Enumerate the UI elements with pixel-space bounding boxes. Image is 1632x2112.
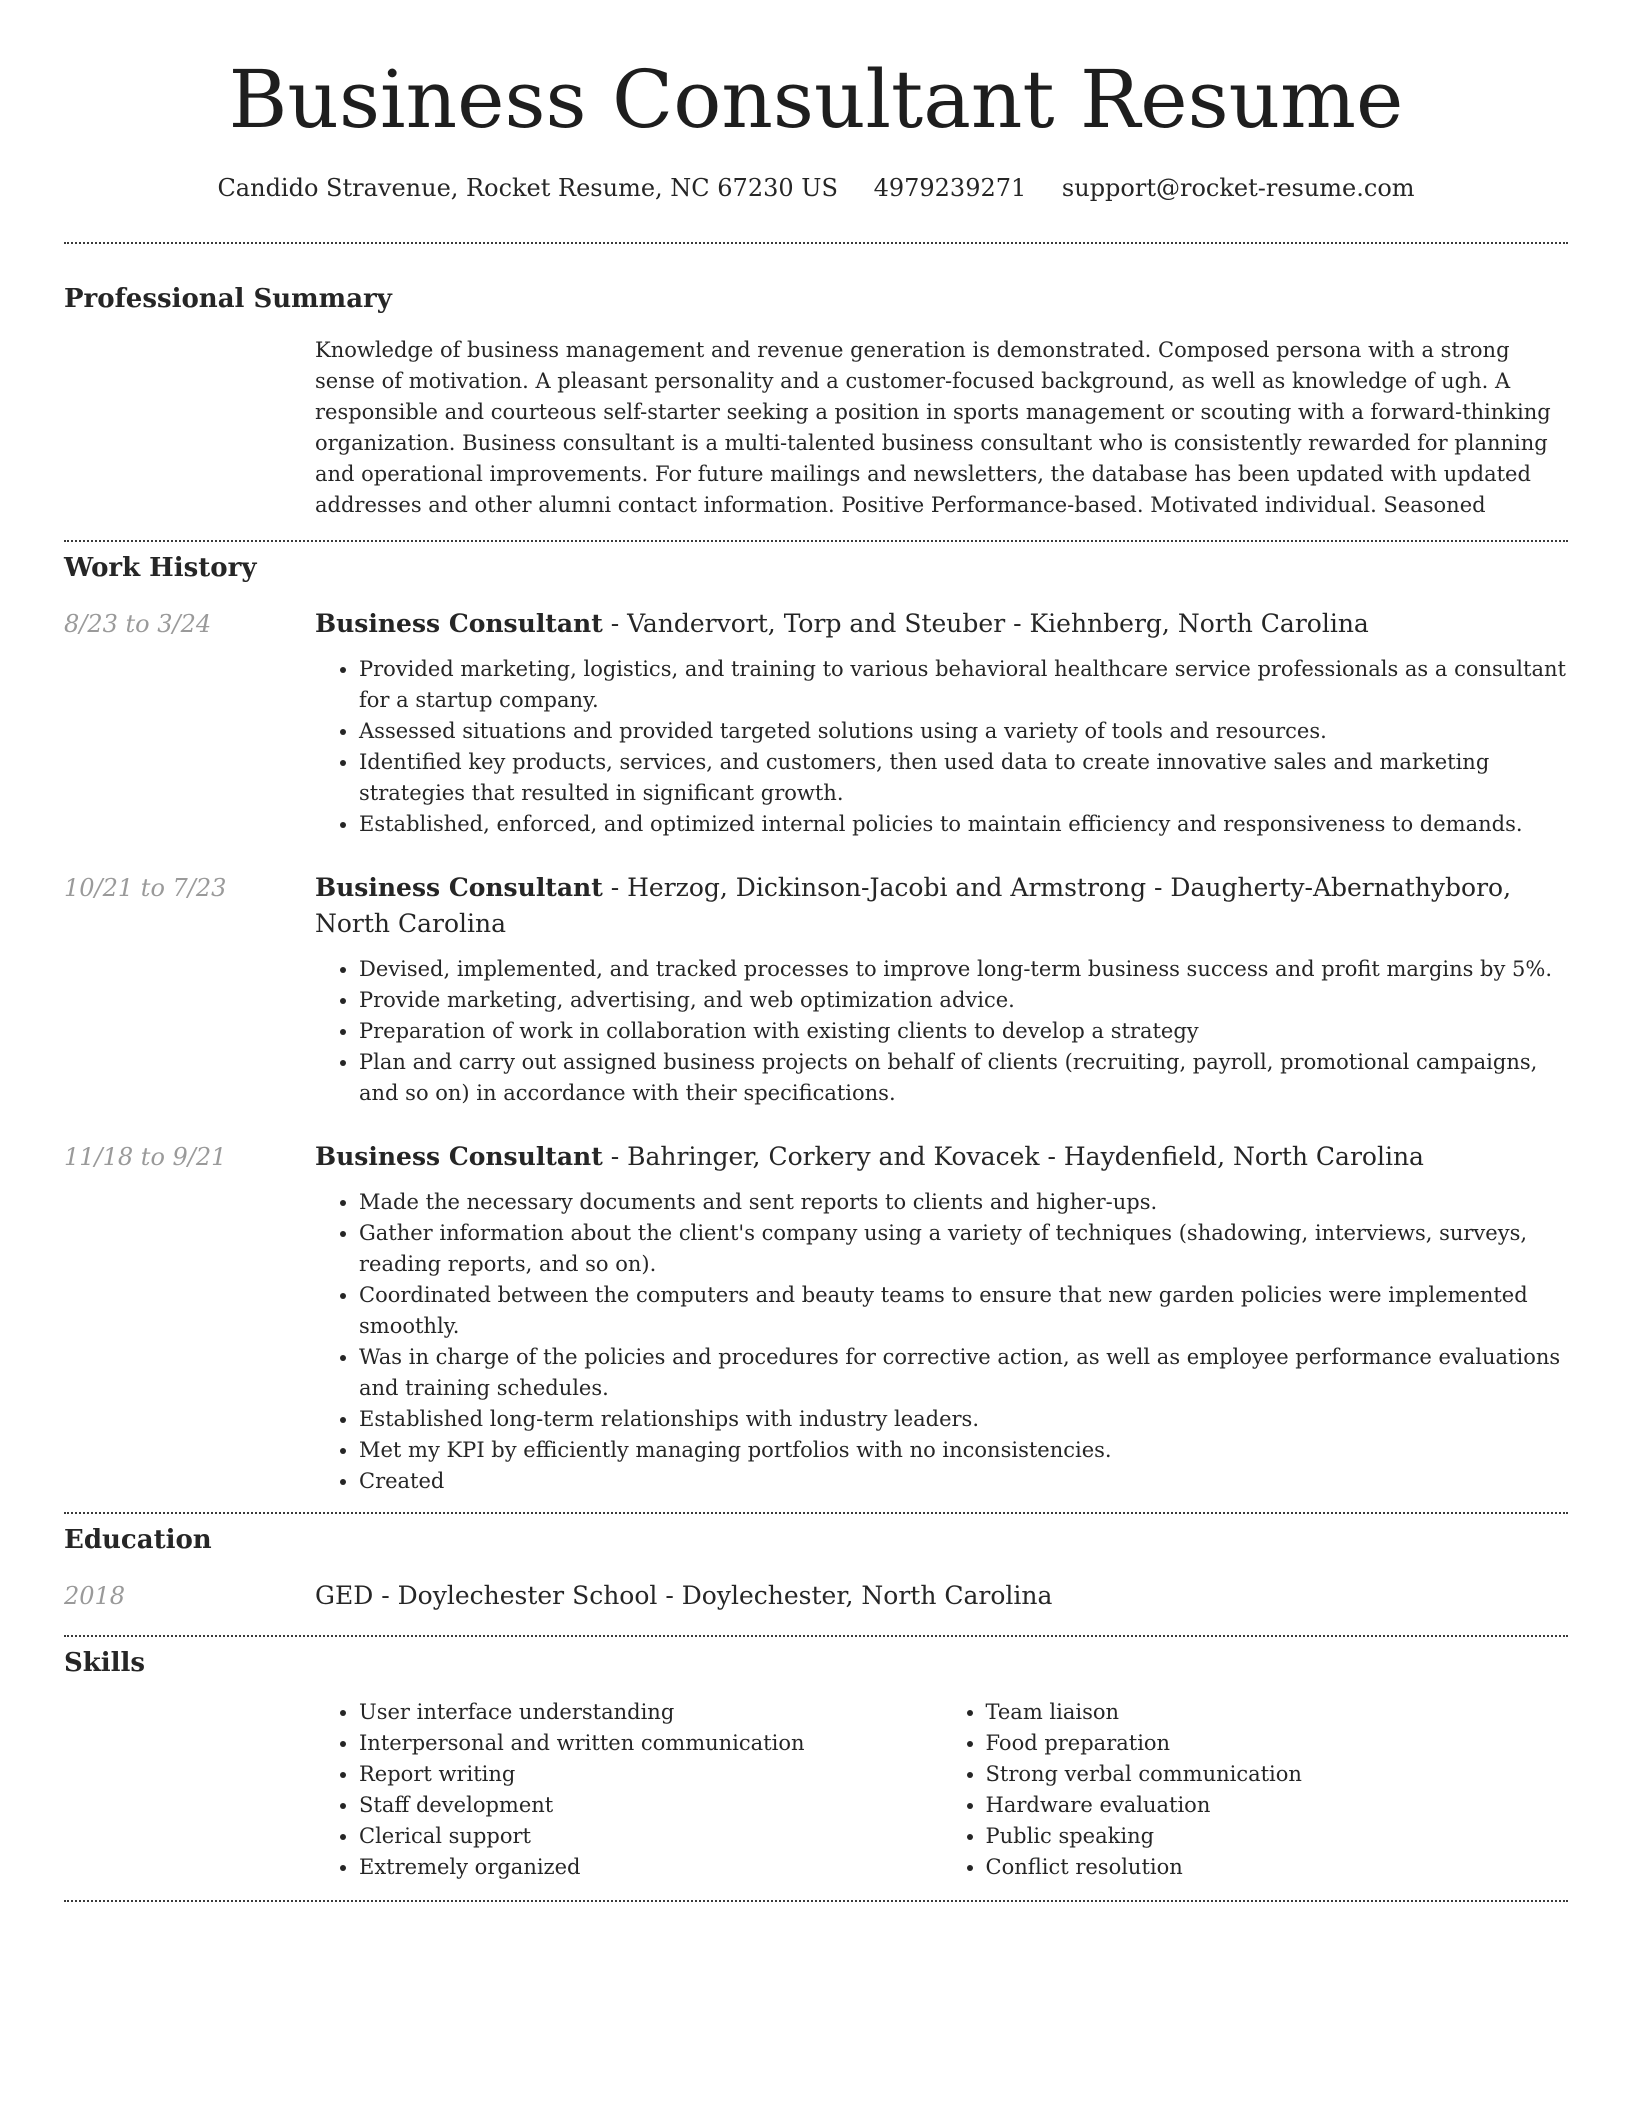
- list-item: • Gather information about the client's company using a variety of techniques (shadowing, interviews, surveys, reading reports, and so on).: [359, 1218, 1568, 1280]
- list-item: • User interface understanding: [359, 1697, 942, 1728]
- skills-spacer: [64, 1697, 315, 1883]
- list-item: • Staff development: [359, 1790, 942, 1821]
- job-details: - Herzog, Dickinson-Jacobi and Armstrong - Daugherty-Abernathyboro, North Carolina: [315, 873, 1512, 938]
- education-entry: [64, 1578, 1568, 1614]
- summary-section: [64, 244, 1568, 521]
- job-dates: 10/21 to 7/23: [64, 874, 227, 902]
- list-item: • Provided marketing, logistics, and training to various behavioral healthcare service professionals as a consultant for a startup company.: [359, 654, 1568, 716]
- job-entry: [64, 606, 1568, 840]
- education-heading: Education: [64, 1525, 212, 1555]
- list-item: • Made the necessary documents and sent reports to clients and higher-ups.: [359, 1187, 1568, 1218]
- list-item: • Provide marketing, advertising, and web optimization advice.: [359, 985, 1568, 1016]
- list-item: • Coordinated between the computers and beauty teams to ensure that new garden policies were implemented smoothly.: [359, 1280, 1568, 1342]
- job-entry: [64, 870, 1568, 1109]
- education-date: 2018: [64, 1582, 126, 1610]
- education-section: [64, 1514, 1568, 1614]
- job-dates: 8/23 to 3/24: [64, 610, 212, 638]
- contact-phone: 4979239271: [873, 174, 1027, 202]
- job-title: [315, 870, 1568, 942]
- skills-list-right: [942, 1697, 1569, 1883]
- job-entry: [64, 1139, 1568, 1497]
- resume-page: [64, 0, 1568, 1902]
- list-item: • Report writing: [359, 1759, 942, 1790]
- list-item: • Food preparation: [986, 1728, 1569, 1759]
- list-item: • Clerical support: [359, 1821, 942, 1852]
- job-bullets: [315, 1187, 1568, 1497]
- list-item: • Devised, implemented, and tracked processes to improve long-term business success and profit margins by 5%.: [359, 954, 1568, 985]
- skills-list-left: [315, 1697, 942, 1883]
- job-title: [315, 1139, 1568, 1175]
- education-text: GED - Doylechester School - Doylechester, North Carolina: [315, 1581, 1053, 1610]
- list-item: • Conflict resolution: [986, 1852, 1569, 1883]
- job-title: [315, 606, 1568, 642]
- resume-title: Business Consultant Resume: [228, 53, 1404, 146]
- job-details: - Vandervort, Torp and Steuber - Kiehnberg, North Carolina: [602, 609, 1369, 638]
- list-item: • Established long-term relationships with industry leaders.: [359, 1404, 1568, 1435]
- job-dates: 11/18 to 9/21: [64, 1143, 227, 1171]
- summary-spacer: [64, 335, 315, 521]
- list-item: • Created: [359, 1466, 1568, 1497]
- list-item: • Established, enforced, and optimized internal policies to maintain efficiency and responsiveness to demands.: [359, 809, 1568, 840]
- list-item: • Strong verbal communication: [986, 1759, 1569, 1790]
- list-item: • Hardware evaluation: [986, 1790, 1569, 1821]
- job-bullets: [315, 654, 1568, 840]
- list-item: • Interpersonal and written communication: [359, 1728, 942, 1759]
- job-bullets: [315, 954, 1568, 1109]
- work-history-section: [64, 542, 1568, 1497]
- summary-heading: Professional Summary: [64, 284, 392, 314]
- list-item: • Was in charge of the policies and procedures for corrective action, as well as employee performance evaluations and training schedules.: [359, 1342, 1568, 1404]
- list-item: • Met my KPI by efficiently managing portfolios with no inconsistencies.: [359, 1435, 1568, 1466]
- list-item: • Assessed situations and provided targeted solutions using a variety of tools and resources.: [359, 716, 1568, 747]
- job-details: - Bahringer, Corkery and Kovacek - Haydenfield, North Carolina: [602, 1142, 1424, 1171]
- contact-line: [64, 172, 1568, 204]
- job-role: Business Consultant: [315, 609, 603, 638]
- skills-section: [64, 1637, 1568, 1883]
- contact-email: support@rocket-resume.com: [1061, 174, 1415, 202]
- contact-address: Candido Stravenue, Rocket Resume, NC 67230 US: [217, 174, 838, 202]
- list-item: • Plan and carry out assigned business projects on behalf of clients (recruiting, payroll, promotional campaigns, and so on) in accordance with their specifications.: [359, 1047, 1568, 1109]
- list-item: • Extremely organized: [359, 1852, 942, 1883]
- work-history-heading: Work History: [64, 553, 257, 583]
- list-item: • Identified key products, services, and customers, then used data to create innovative sales and marketing strategies that resulted in significant growth.: [359, 747, 1568, 809]
- list-item: • Public speaking: [986, 1821, 1569, 1852]
- job-role: Business Consultant: [315, 873, 603, 902]
- skills-heading: Skills: [64, 1648, 146, 1678]
- list-item: • Team liaison: [986, 1697, 1569, 1728]
- divider: [64, 1900, 1568, 1902]
- summary-text: Knowledge of business management and revenue generation is demonstrated. Composed persona with a strong sense of motivation. A pleasant personality and a customer-focused background, as well as knowledge of ugh. A responsible and courteous self-starter seeking a position in sports management or scouting with a forward-thinking organization. Business consultant is a multi-talented business consultant who is consistently rewarded for planning and operational improvements. For future mailings and newsletters, the database has been updated with updated addresses and other alumni contact information. Positive Performance-based. Motivated individual. Seasoned: [315, 338, 1551, 517]
- list-item: • Preparation of work in collaboration with existing clients to develop a strategy: [359, 1016, 1568, 1047]
- job-role: Business Consultant: [315, 1142, 603, 1171]
